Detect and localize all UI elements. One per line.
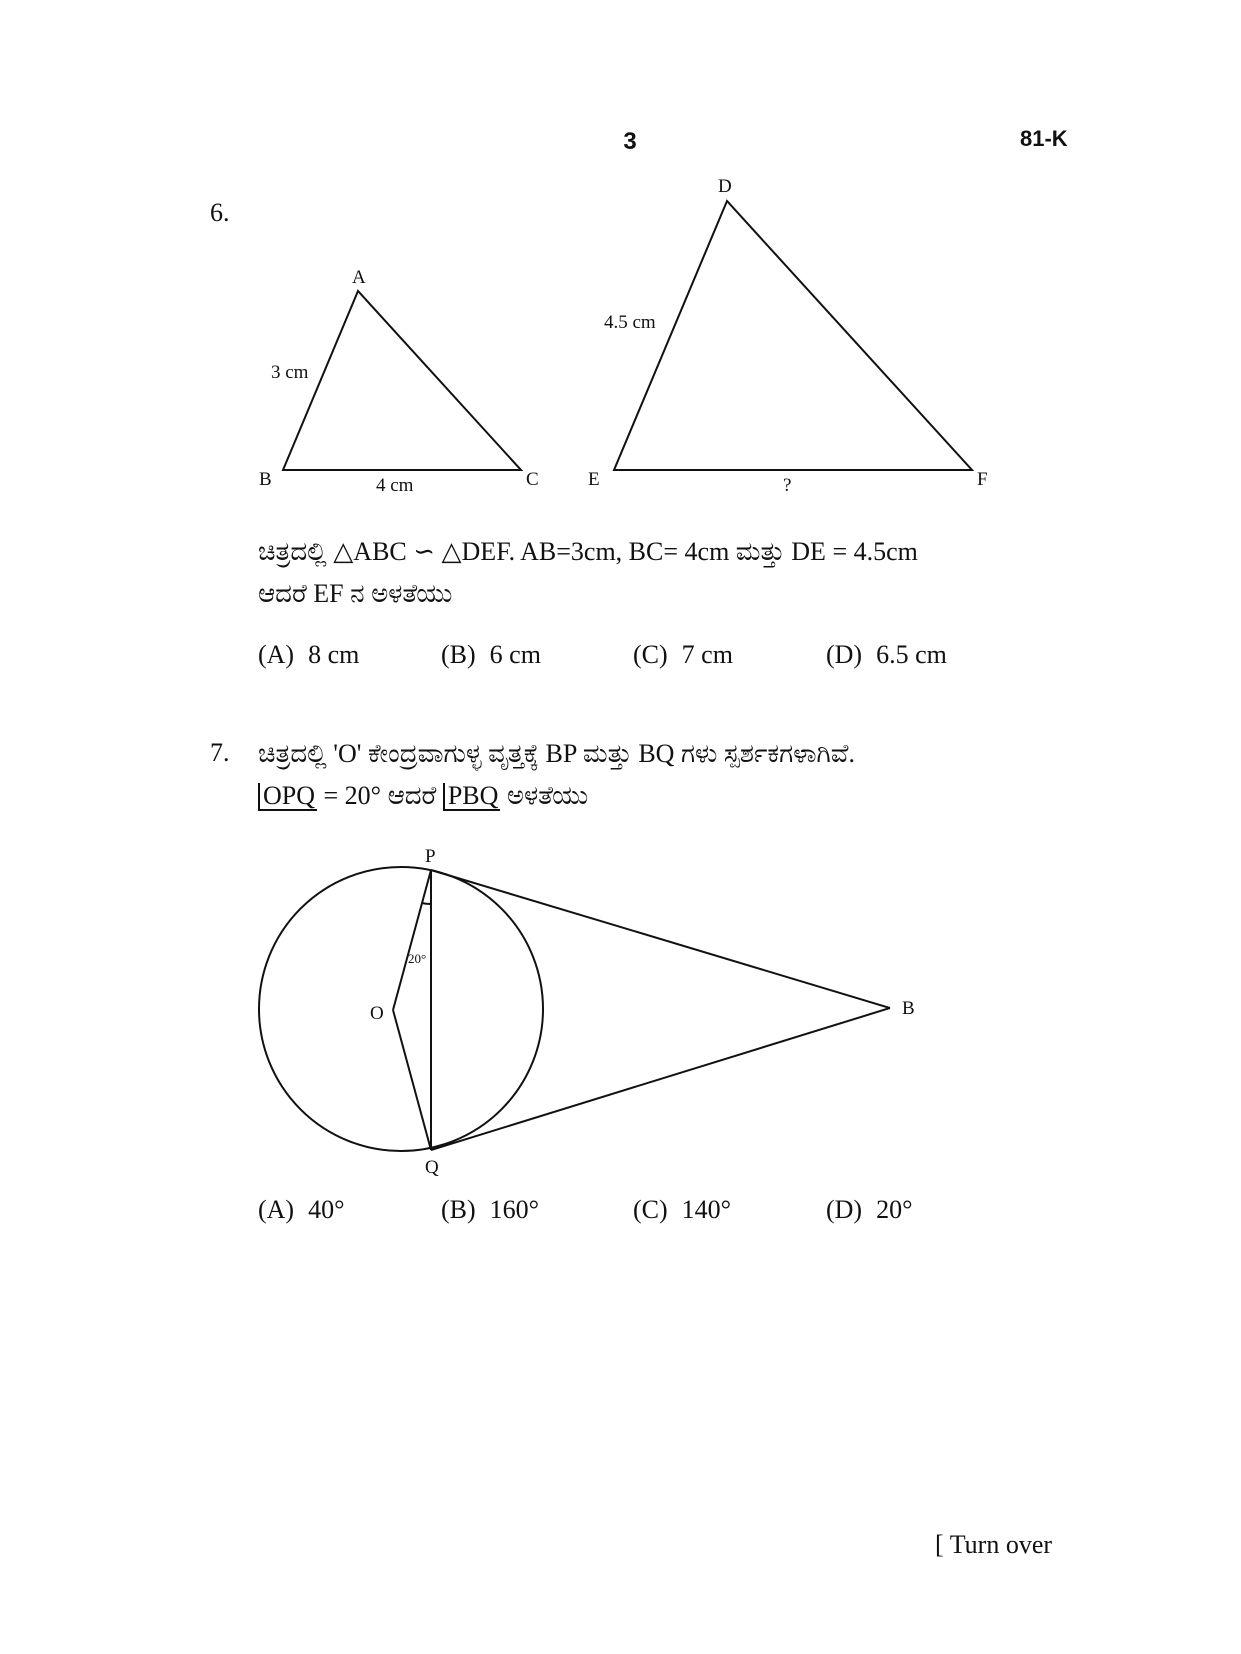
option-value: 7 cm [681,640,733,669]
vertex-f-label: F [977,469,988,490]
option-letter: (C) [633,640,668,669]
option-value: 20° [876,1195,913,1224]
paper-code: 81-K [1020,126,1068,151]
point-p-label: P [425,846,436,867]
point-o-label: O [370,1003,384,1024]
option-letter: (A) [258,640,295,669]
turn-over-note: [ Turn over [935,1530,1053,1559]
vertex-d-label: D [718,176,732,197]
page-number: 3 [623,128,637,155]
q7-measure-text: ಅಳತೆಯು [500,781,589,810]
side-ef-label: ? [783,475,792,496]
question-6-number: 6. [210,198,230,227]
q6-ef-text: EF [313,579,351,608]
q7-option-a[interactable] [258,1195,345,1225]
point-q-label: Q [425,1157,439,1178]
option-letter: (D) [826,1195,863,1224]
q7-option-d[interactable] [826,1195,913,1225]
radius-oq [393,1010,431,1150]
option-value: 140° [681,1195,732,1224]
point-b-label: B [902,998,915,1019]
option-letter: (D) [826,640,863,669]
question-7-number: 7. [210,738,230,767]
option-value: 160° [489,1195,540,1224]
option-letter: (A) [258,1195,295,1224]
q7-option-b[interactable] [441,1195,539,1225]
q6-in-figure-text: ಚಿತ್ರದಲ್ಲಿ [258,537,334,566]
angle-pbq: PBQ [443,783,501,811]
vertex-c-label: C [526,469,539,490]
option-letter: (B) [441,640,476,669]
option-letter: (C) [633,1195,668,1224]
side-bc-label: 4 cm [376,475,414,496]
q6-and-text: ಮತ್ತು [735,537,785,566]
q7-if-text: ಆದರೆ [387,781,443,810]
vertex-a-label: A [352,267,366,288]
option-letter: (B) [441,1195,476,1224]
question-7-line-1: ಚಿತ್ರದಲ್ಲಿ 'O' ಕೇಂದ್ರವಾಗುಳ್ಳ ವೃತ್ತಕ್ಕೆ BP ಮತ್ತು BQ ಗಳು ಸ್ಪರ್ಶಕಗಳಾಗಿವೆ. [258,739,855,768]
tangent-bp [431,870,890,1008]
option-value: 6 cm [489,640,541,669]
q6-de-value: DE = 4.5cm [784,537,918,566]
q7-option-c[interactable] [633,1195,731,1225]
side-ab-label: 3 cm [271,362,309,383]
angle-arc [422,903,431,904]
vertex-e-label: E [588,469,600,490]
circle [259,867,543,1151]
angle-opq-value: = 20° [317,781,388,810]
option-value: 8 cm [308,640,360,669]
option-value: 6.5 cm [876,640,947,669]
radius-op [393,870,431,1010]
q6-similarity-statement: △ABC ∽ △DEF. AB=3cm, BC= 4cm [333,537,736,566]
q6-measure-text: ನ ಅಳತೆಯು [350,579,453,608]
q6-if-text: ಆದರೆ [258,579,314,608]
angle-20-label: 20° [408,951,427,966]
tangent-bq [431,1008,890,1150]
option-value: 40° [308,1195,345,1224]
vertex-b-label: B [259,469,272,490]
angle-opq: OPQ [258,783,317,811]
side-de-label: 4.5 cm [604,312,656,333]
